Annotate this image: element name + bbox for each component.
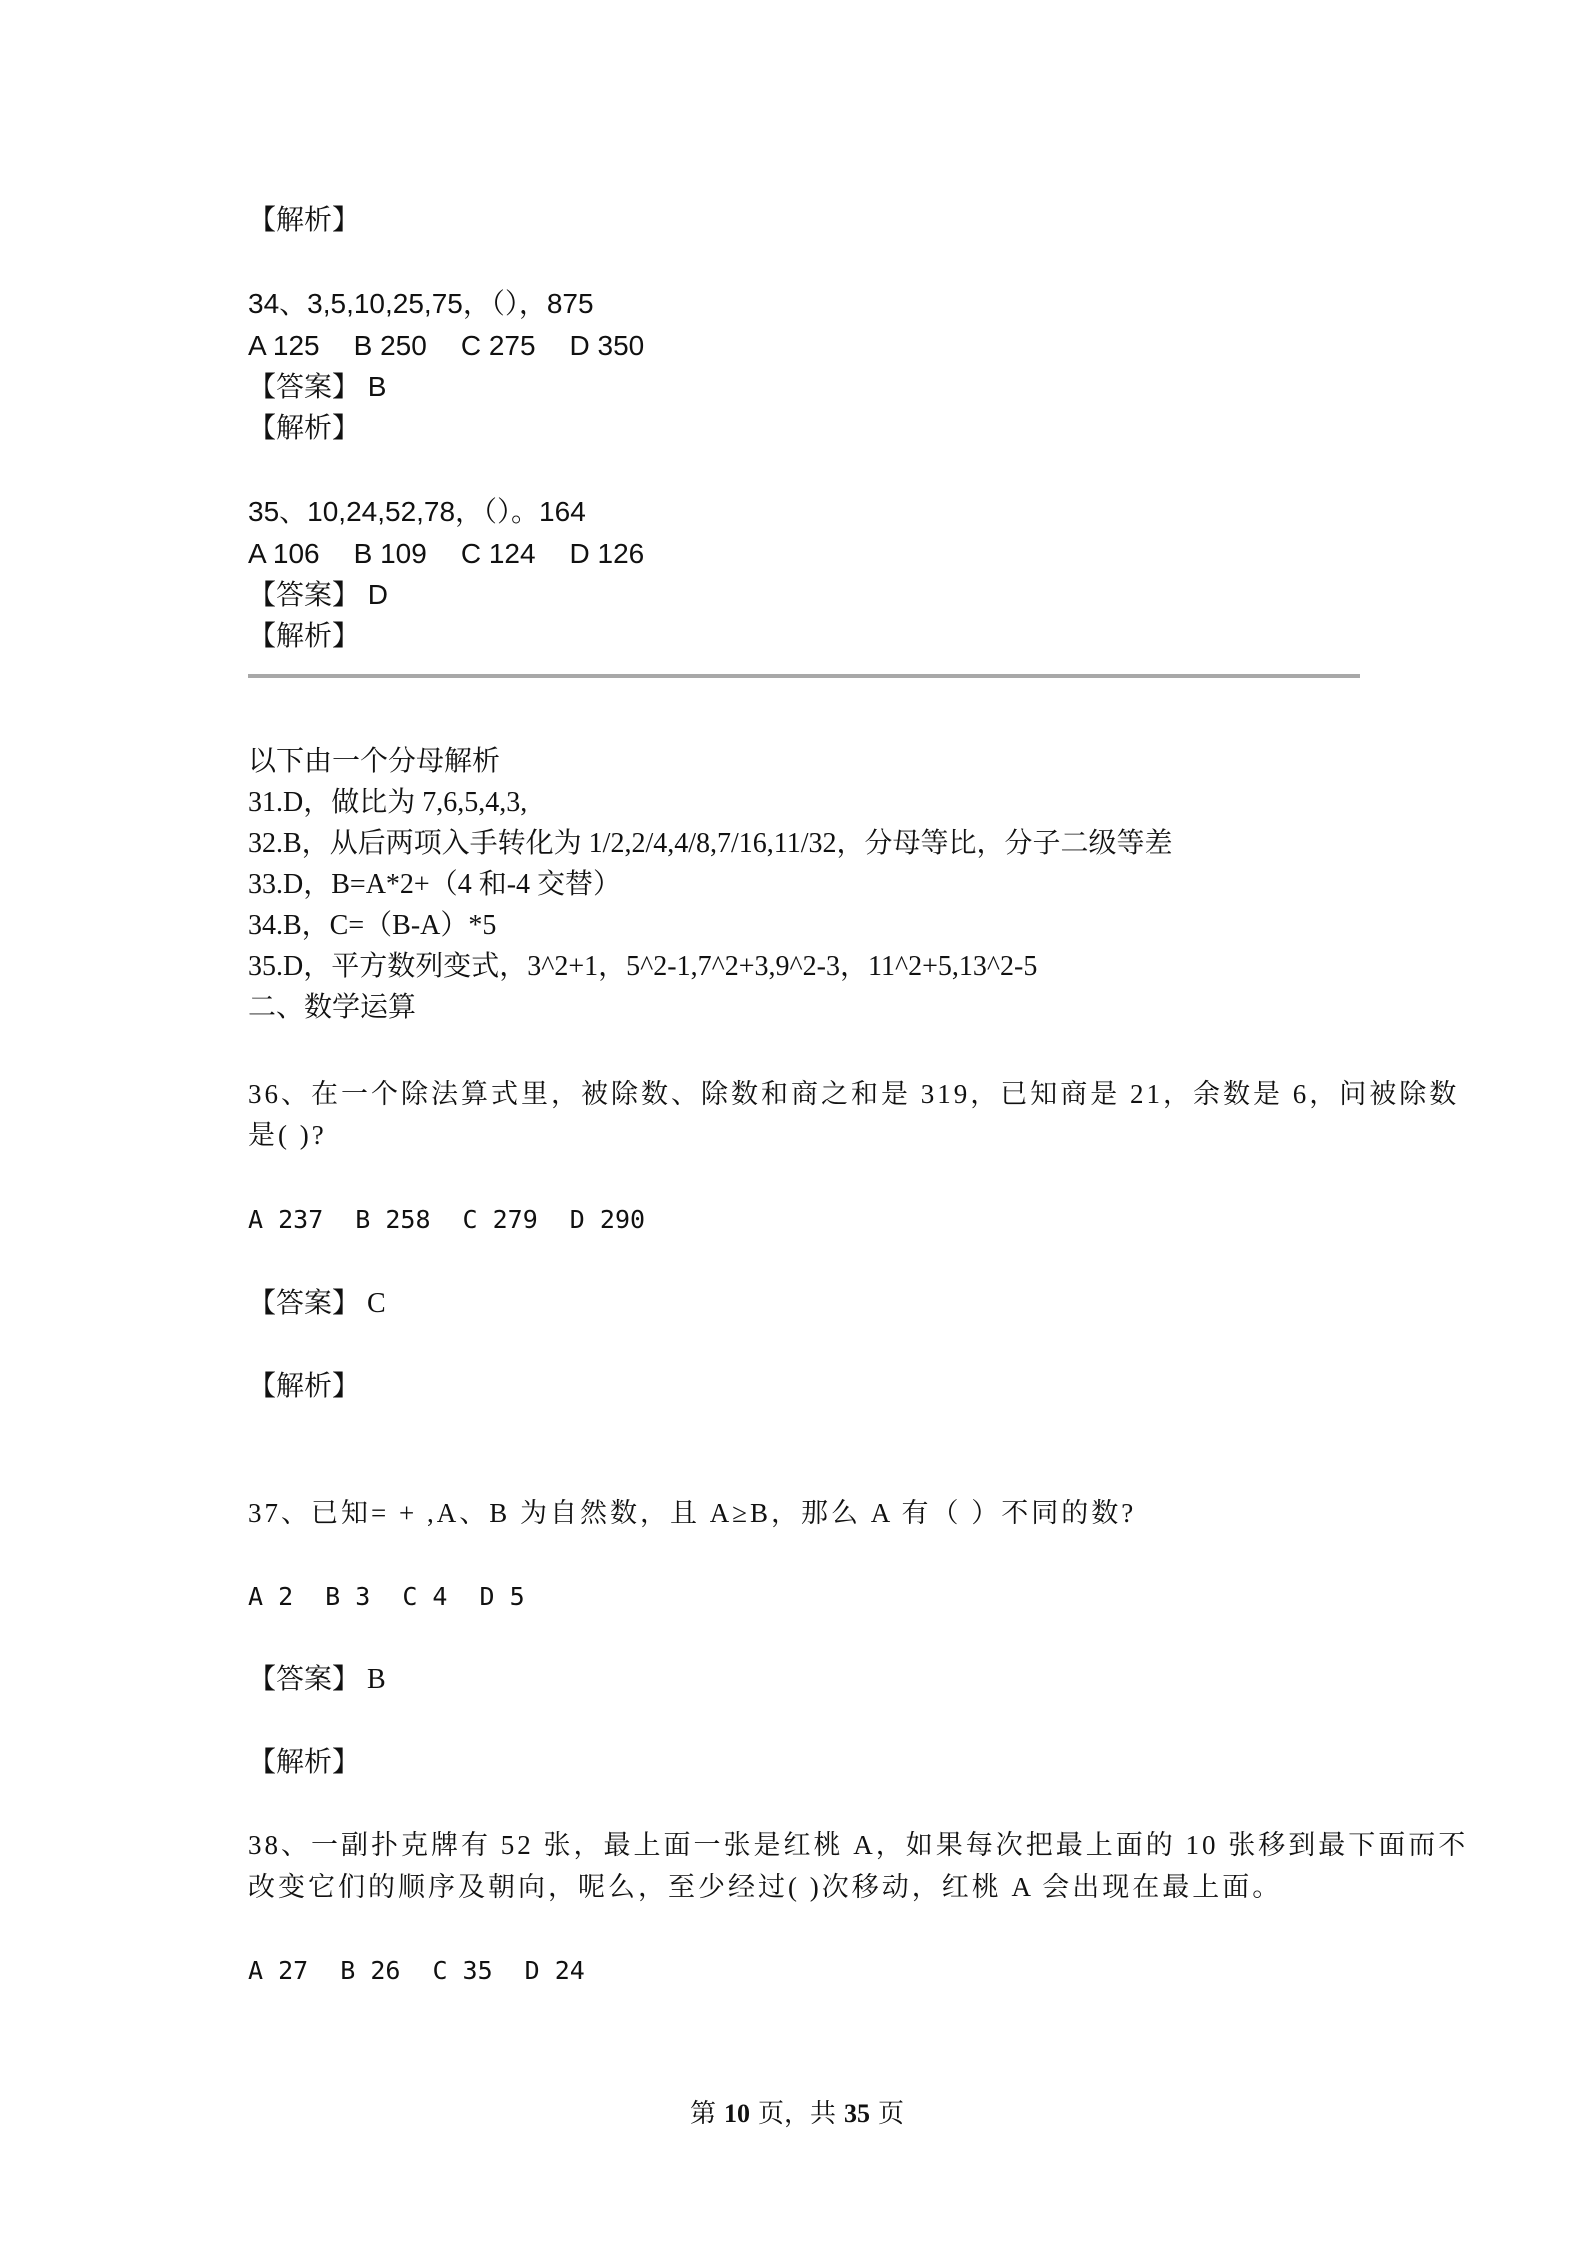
horizontal-divider [248,674,1360,678]
question-34-answer: 【答案】 B [248,371,387,402]
question-38-line-2: 改变它们的顺序及朝向，呢么，至少经过( )次移动，红桃 A 会出现在最上面。 [248,1872,1283,1902]
question-34-analysis: 【解析】 [248,412,361,443]
option-a: A 106 [248,538,320,569]
option-c: C 4 [402,1582,448,1611]
option-b: B 26 [340,1956,401,1985]
question-35-analysis: 【解析】 [248,620,361,651]
option-d: D 24 [524,1956,585,1985]
option-c: C 124 [460,538,536,569]
question-37-options [248,1584,557,1609]
section-heading: 二、数学运算 [248,992,417,1023]
explanation-item: 35.D，平方数列变式，3^2+1，5^2-1,7^2+3,9^2-3，11^2+5,13^2-5 [248,951,1038,982]
analysis-label: 【解析】 [248,204,361,235]
option-c: C 279 [462,1205,538,1234]
option-a: A 27 [248,1956,309,1985]
explanation-item: 34.B，C=（B-A）*5 [248,910,497,941]
question-37-answer: 【答案】 B [248,1664,386,1695]
question-36-line-1: 36、在一个除法算式里，被除数、除数和商之和是 319，已知商是 21，余数是 6，问被除数 [248,1079,1460,1109]
question-37: 37、已知= + ,A、B 为自然数，且 A≥B，那么 A 有（ ）不同的数? [248,1498,1137,1528]
option-b: B 258 [355,1205,431,1234]
total-page-number: 35 [844,2099,870,2128]
footer-prefix: 第 [689,2099,716,2128]
question-37-analysis: 【解析】 [248,1747,361,1778]
option-d: D 126 [569,538,645,569]
question-34: 34、3,5,10,25,75，（），875 [248,288,594,319]
question-36-line-2: 是( )? [248,1120,327,1150]
option-b: B 109 [353,538,427,569]
question-38-options [248,1958,617,1983]
question-34-options [248,332,678,360]
explanations-heading: 以下由一个分母解析 [248,746,501,777]
question-36-analysis: 【解析】 [248,1371,361,1402]
option-d: D 5 [479,1582,525,1611]
option-b: B 250 [353,330,427,361]
explanation-item: 31.D，做比为 7,6,5,4,3, [248,787,528,818]
question-35-answer: 【答案】 D [248,579,389,610]
option-d: D 290 [569,1205,646,1234]
current-page-number: 10 [723,2099,750,2128]
question-36-answer: 【答案】 C [248,1288,386,1319]
option-a: A 2 [248,1582,294,1611]
option-a: A 125 [248,330,320,361]
option-d: D 350 [569,330,645,361]
page-footer [0,2093,1594,2130]
question-35: 35、10,24,52,78，（）。164 [248,496,586,527]
footer-middle: 页，共 [757,2099,836,2128]
option-c: C 275 [460,330,536,361]
option-a: A 237 [248,1205,324,1234]
explanation-item: 33.D，B=A*2+（4 和-4 交替） [248,869,622,900]
question-35-options [248,540,678,568]
footer-suffix: 页 [878,2099,905,2128]
explanation-item: 32.B，从后两项入手转化为 1/2,2/4,4/8,7/16,11/32，分母等比，分子二级等差 [248,828,1173,859]
question-36-options [248,1207,677,1232]
question-38-line-1: 38、一副扑克牌有 52 张，最上面一张是红桃 A，如果每次把最上面的 10 张移到最下面而不 [248,1830,1469,1860]
option-c: C 35 [432,1956,493,1985]
option-b: B 3 [325,1582,371,1611]
